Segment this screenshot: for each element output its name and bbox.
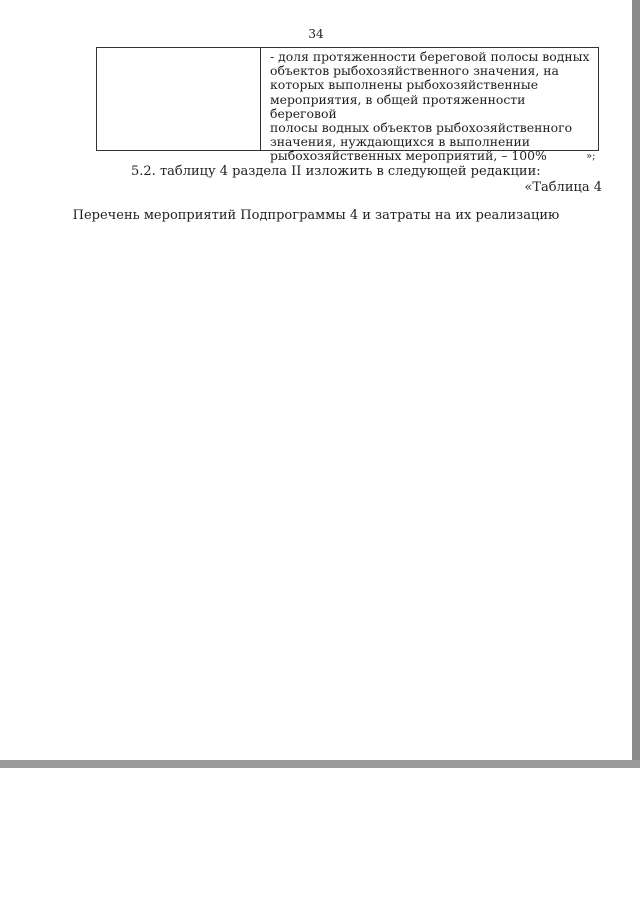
scan-edge-bottom	[0, 760, 640, 768]
indicator-table	[96, 47, 599, 164]
table-column-divider	[260, 48, 261, 150]
table-cell-indicator-text: - доля протяженности береговой полосы водных объектов рыбохозяйственного значения, на которых выполнены рыбохозяйственные мероприятия, в общей протяженности береговой полосы водных объектов рыбохозяйственного значения, нуждающихся в выполнении рыбохозяйственных мероприятий, – 100%	[270, 49, 590, 164]
scan-edge-right	[632, 0, 640, 768]
page-number: 34	[308, 27, 324, 41]
amendment-instruction: 5.2. таблицу 4 раздела II изложить в следующей редакции:	[131, 164, 541, 179]
closing-quote: »;	[586, 151, 596, 162]
table-label: «Таблица 4	[524, 180, 602, 195]
table-title: Перечень мероприятий Подпрограммы 4 и затраты на их реализацию	[72, 208, 560, 223]
